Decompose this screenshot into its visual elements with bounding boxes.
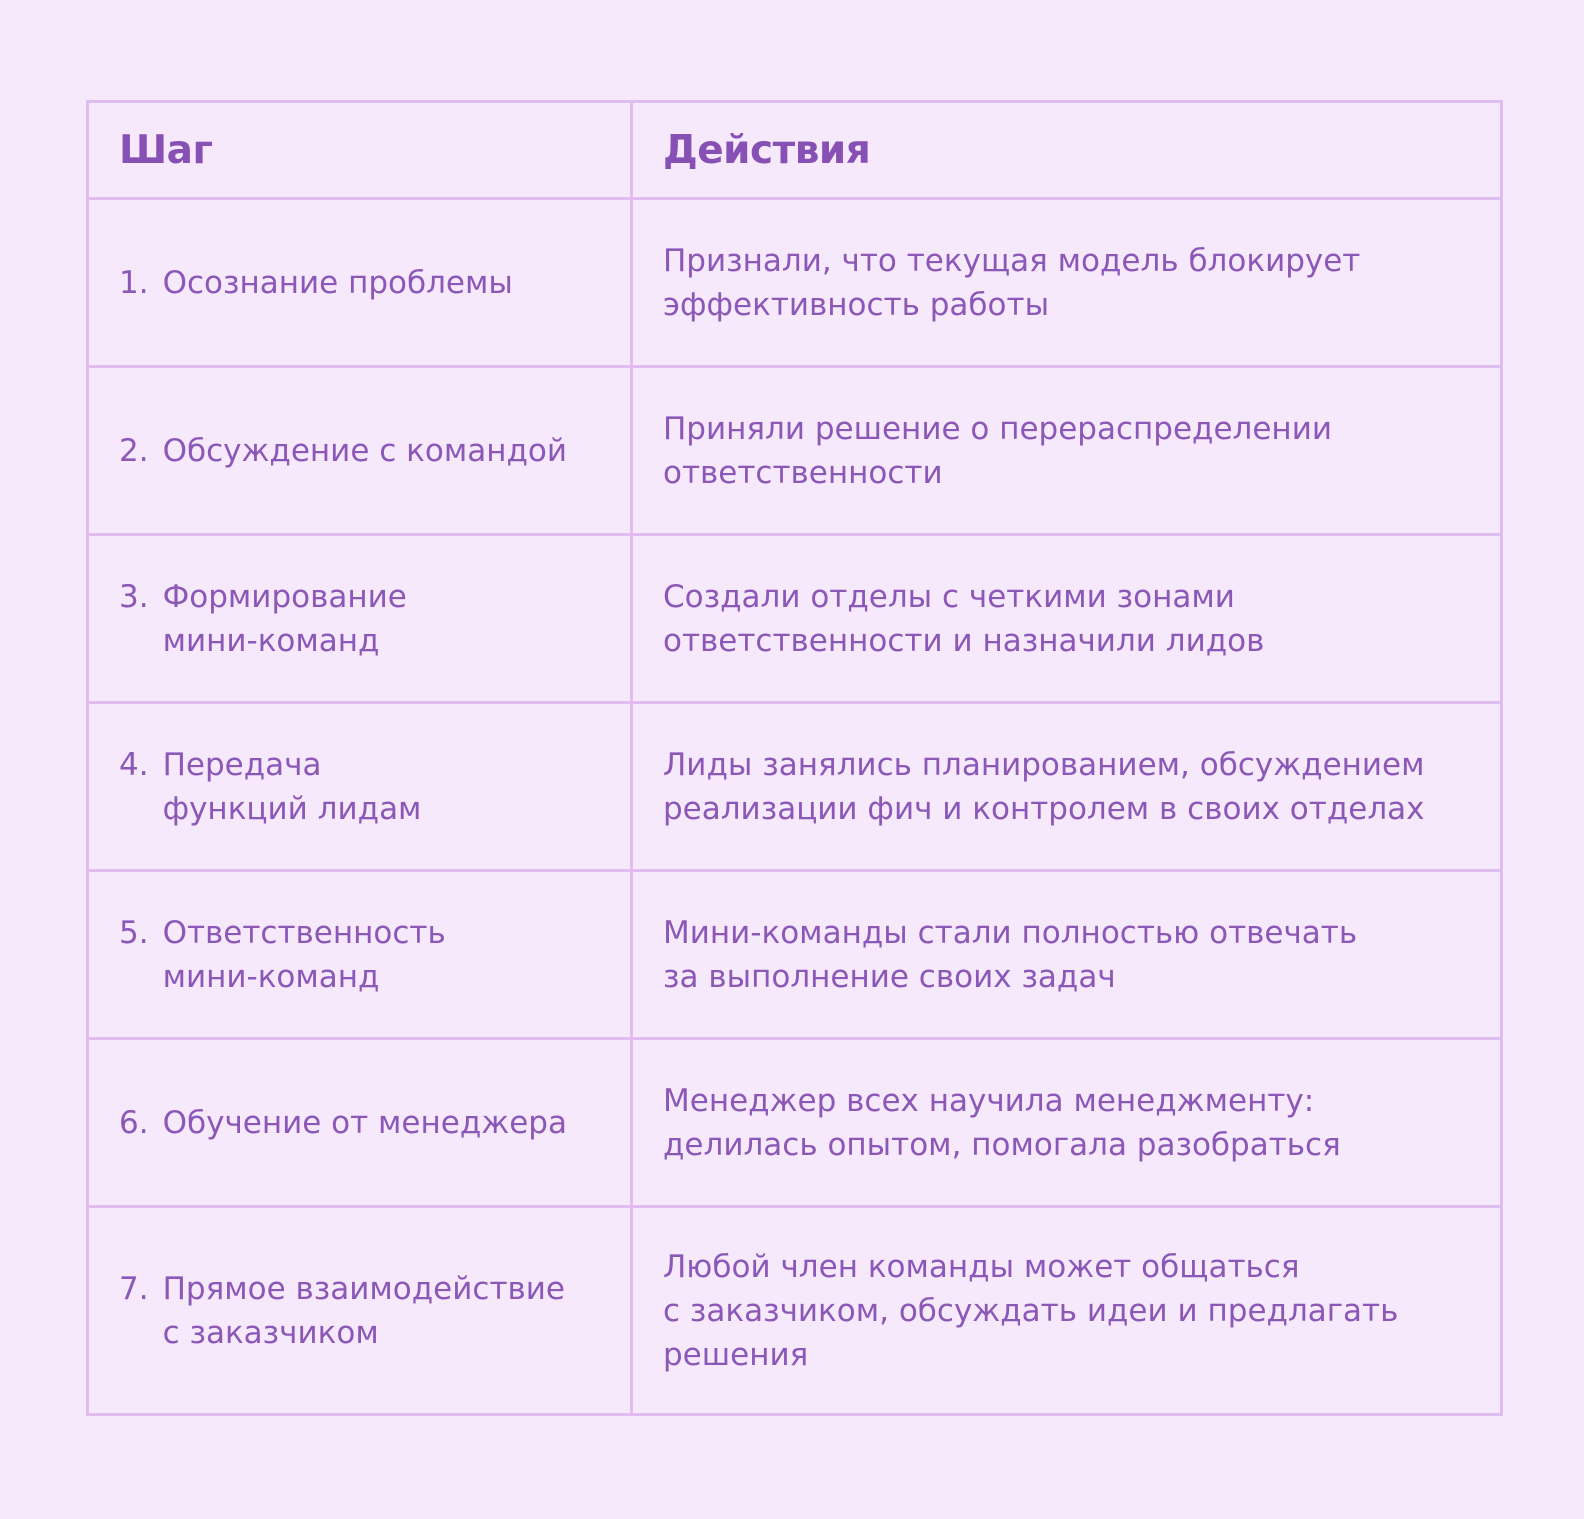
action-cell: Признали, что текущая модель блокирует эффективность работы [632, 199, 1502, 367]
table-row [88, 871, 1502, 1039]
table-row [88, 1039, 1502, 1207]
table-row [88, 535, 1502, 703]
step-label: Ответственность мини-команд [162, 914, 446, 995]
step-cell [88, 535, 632, 703]
step-number: 1. [119, 264, 149, 301]
step-number: 4. [119, 746, 149, 783]
step-cell [88, 367, 632, 535]
action-cell: Лиды занялись планированием, обсуждением реализации фич и контролем в своих отделах [632, 703, 1502, 871]
step-cell [88, 199, 632, 367]
step-cell [88, 1207, 632, 1415]
step-label: Осознание проблемы [162, 264, 513, 301]
step-number: 5. [119, 914, 149, 951]
action-cell: Создали отделы с четкими зонами ответственности и назначили лидов [632, 535, 1502, 703]
step-cell [88, 871, 632, 1039]
table-header-row [88, 102, 1502, 199]
action-cell: Любой член команды может общаться с заказчиком, обсуждать идеи и предлагать решения [632, 1207, 1502, 1415]
table-row [88, 703, 1502, 871]
table-row [88, 367, 1502, 535]
step-number: 3. [119, 578, 149, 615]
table-row [88, 1207, 1502, 1415]
step-number: 7. [119, 1270, 149, 1307]
action-cell: Мини-команды стали полностью отвечать за выполнение своих задач [632, 871, 1502, 1039]
step-label: Формирование мини-команд [162, 578, 407, 659]
step-label: Передача функций лидам [162, 746, 422, 827]
step-label: Прямое взаимодействие с заказчиком [162, 1270, 565, 1351]
table-row [88, 199, 1502, 367]
step-cell [88, 703, 632, 871]
step-label: Обсуждение с командой [162, 432, 568, 469]
step-number: 2. [119, 432, 149, 469]
header-actions: Действия [632, 102, 1502, 199]
steps-table [86, 100, 1503, 1416]
action-cell: Менеджер всех научила менеджменту: делилась опытом, помогала разобраться [632, 1039, 1502, 1207]
step-number: 6. [119, 1104, 149, 1141]
action-cell: Приняли решение о перераспределении ответственности [632, 367, 1502, 535]
header-step: Шаг [88, 102, 632, 199]
step-label: Обучение от менеджера [162, 1104, 567, 1141]
step-cell [88, 1039, 632, 1207]
